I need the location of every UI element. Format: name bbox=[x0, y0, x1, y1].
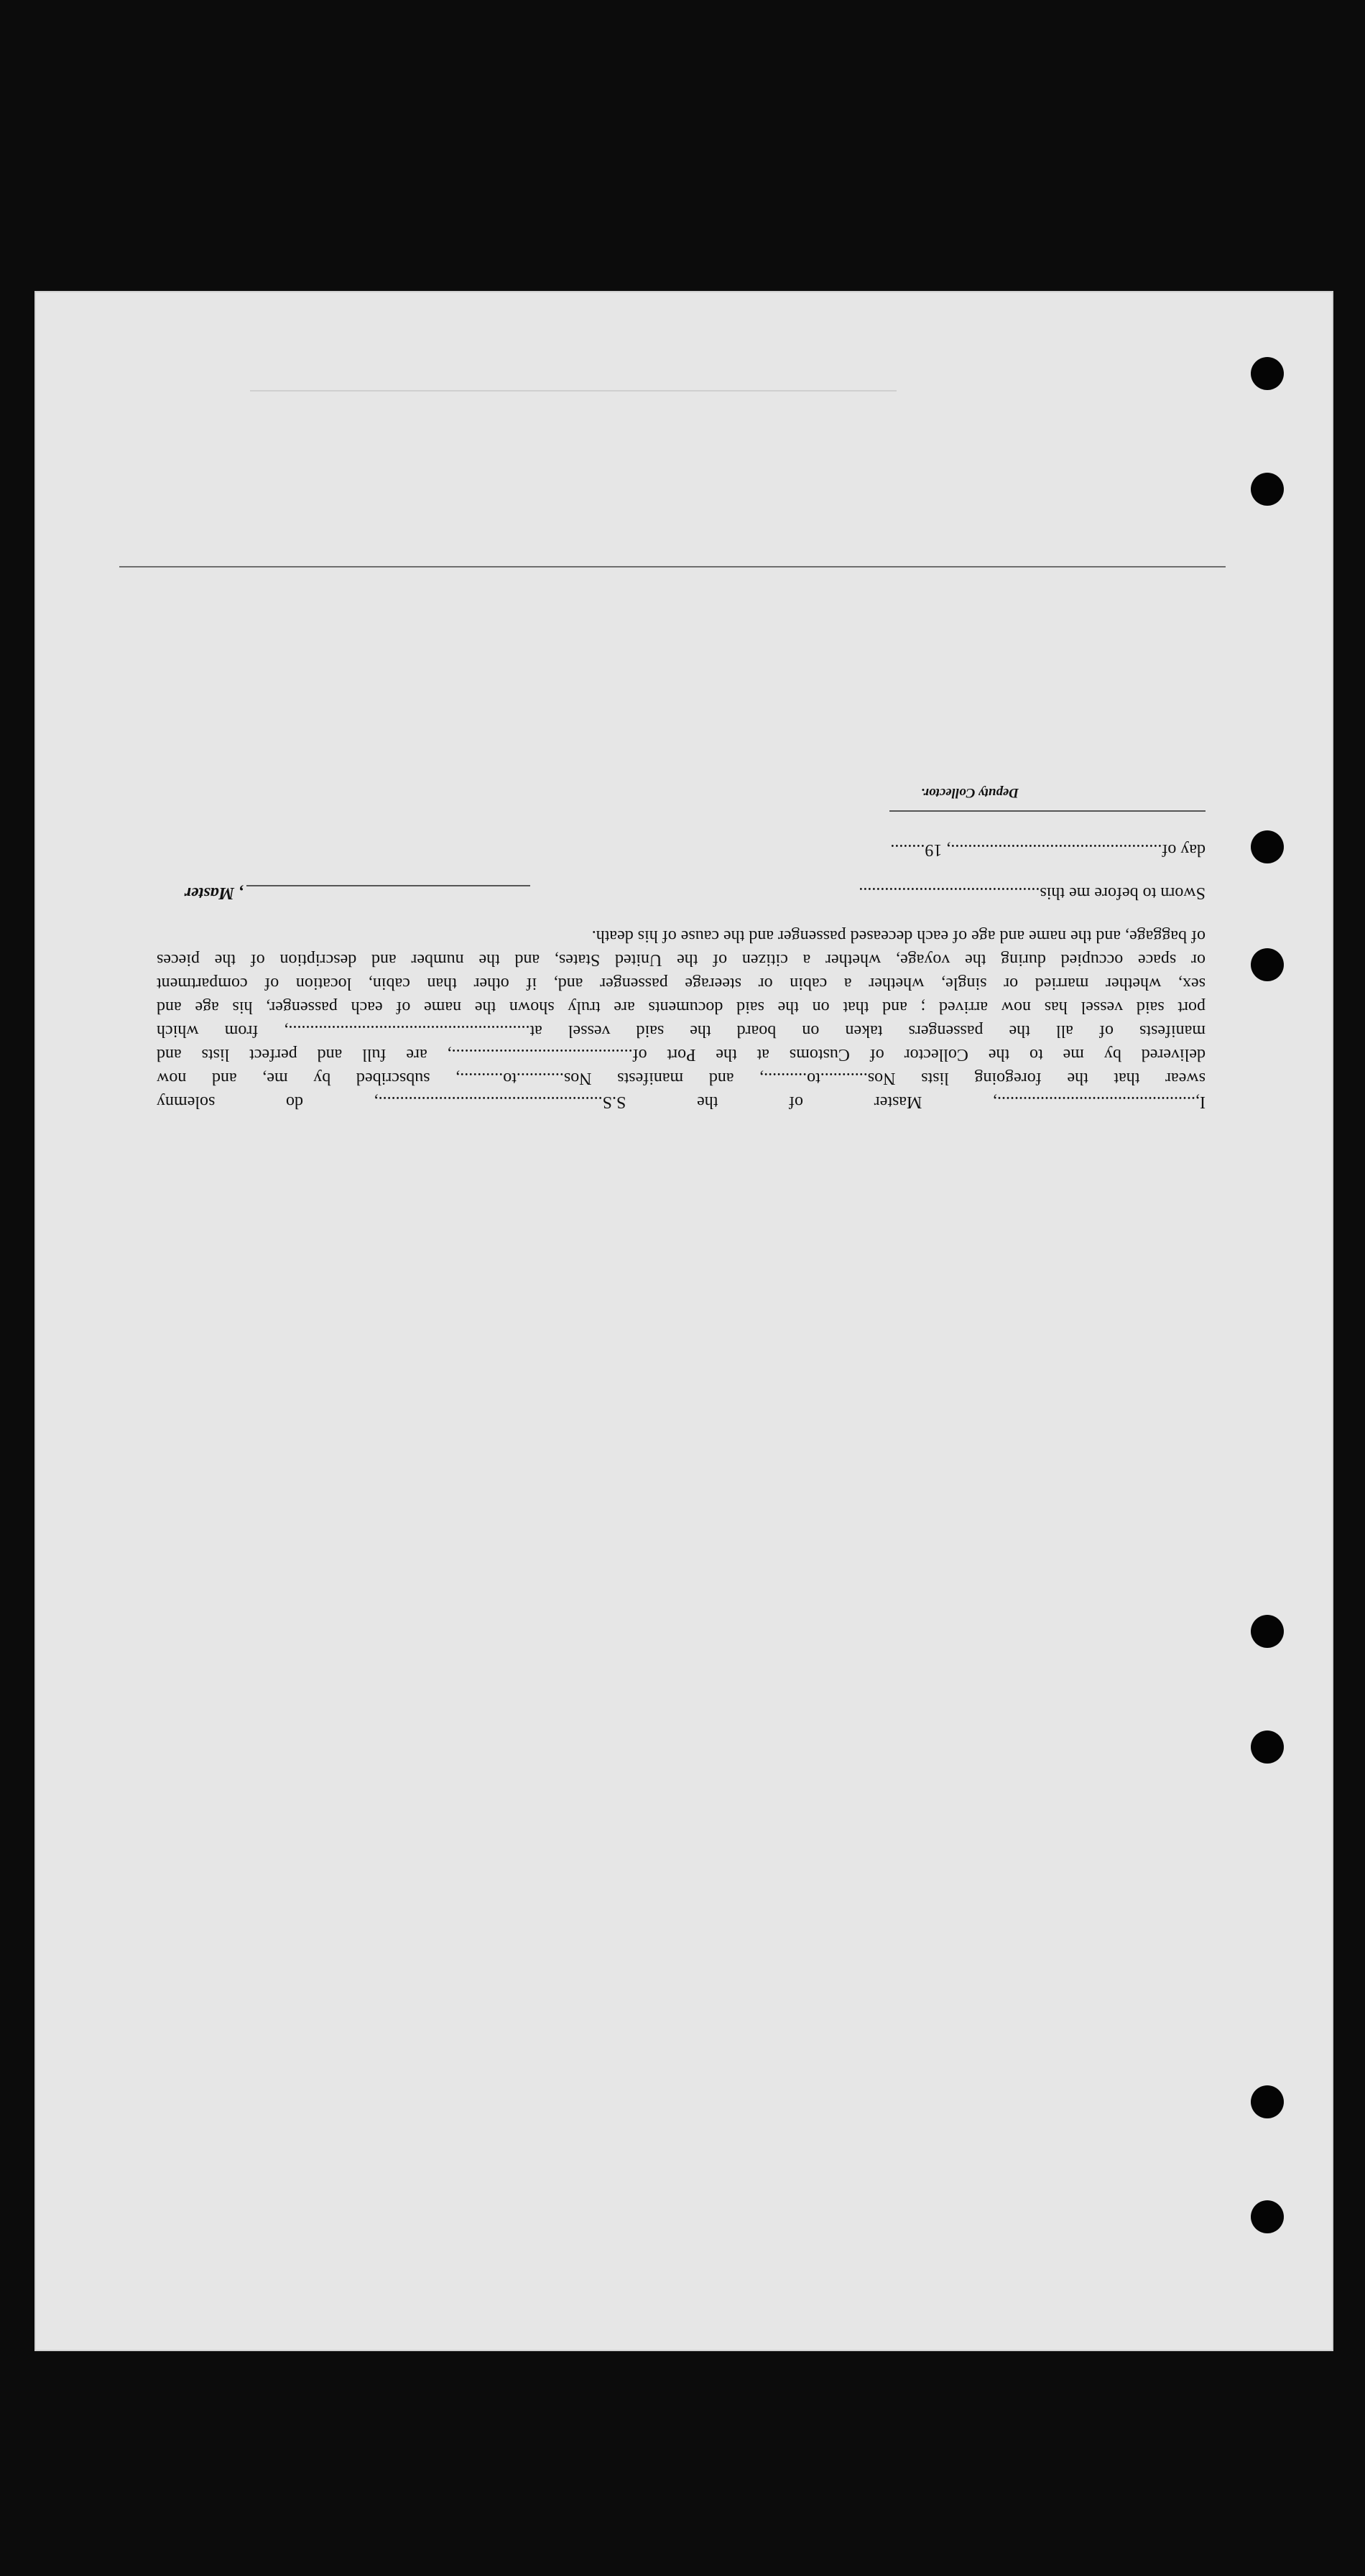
masters-oath-block bbox=[157, 697, 1206, 1113]
master-signature-line bbox=[246, 885, 530, 886]
punch-hole bbox=[1251, 1731, 1284, 1764]
punch-hole bbox=[1251, 1615, 1284, 1648]
punch-hole bbox=[1251, 2085, 1284, 2118]
oath-line: sex, whether married or single, whether a cabin or steerage passenger and, if other than cabin, location of compartment bbox=[157, 974, 1206, 993]
punch-hole bbox=[1251, 2200, 1284, 2233]
punch-hole bbox=[1251, 830, 1284, 863]
oath-line: of baggage, and the name and age of each deceased passenger and the cause of his death. bbox=[591, 927, 1206, 945]
ruled-line bbox=[119, 566, 1226, 567]
manifest-page bbox=[34, 291, 1333, 2351]
master-label: , Master bbox=[184, 884, 243, 902]
oath-line: manifests of all the passengers taken on board the said vessel at........................................................, from which bbox=[157, 1021, 1206, 1040]
oath-line: delivered by me to the Collector of Customs at the Port of.........................................., are full and perfect lists and bbox=[157, 1045, 1206, 1064]
day-label: day of................................................., 19........ bbox=[890, 840, 1206, 859]
punch-hole bbox=[1251, 357, 1284, 390]
oath-line: port said vessel has now arrived ; and that on the said documents are truly shown the name of each passenger, his age and bbox=[157, 998, 1206, 1016]
sworn-label: Sworn to before me this.......................................... bbox=[859, 884, 1206, 902]
oath-line: I,.............................................., Master of the S.S...................................................., do solemny bbox=[157, 1093, 1206, 1111]
deputy-collector-label: Deputy Collector. bbox=[920, 785, 1019, 800]
oath-line: swear that the foregoing lists Nos...........to.........., and manifests Nos...........to.........., subscribed by me, and now bbox=[157, 1069, 1206, 1088]
bleed-through-mark bbox=[250, 390, 897, 392]
oath-line: or space occupied during the voyage, whether a citizen of the United States, and the number and description of the pieces bbox=[157, 950, 1206, 969]
deputy-signature-line bbox=[889, 810, 1206, 812]
punch-hole bbox=[1251, 473, 1284, 506]
punch-hole bbox=[1251, 948, 1284, 981]
